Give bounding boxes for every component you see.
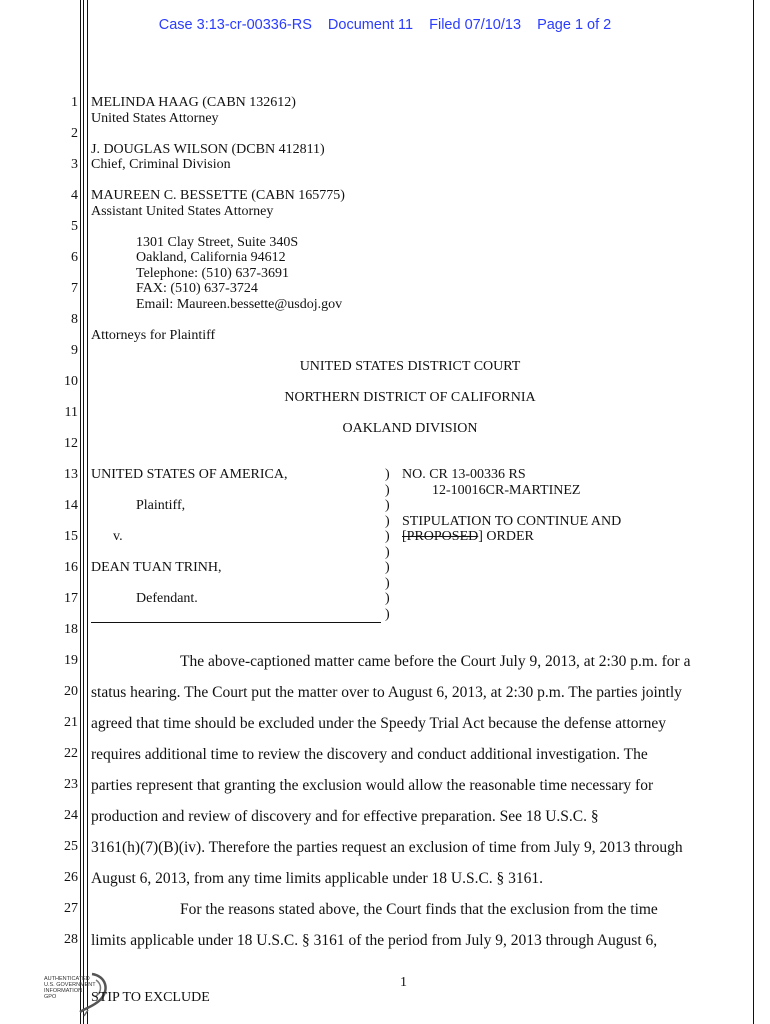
address-telephone: Telephone: (510) 637-3691: [136, 266, 289, 281]
seal-text-line: U.S. GOVERNMENT: [44, 982, 96, 988]
address-city: Oakland, California 94612: [136, 250, 286, 265]
header-filed: Filed 07/10/13: [429, 17, 522, 33]
line-number: 16: [64, 560, 78, 575]
court-district: NORTHERN DISTRICT OF CALIFORNIA: [284, 390, 536, 405]
line-number: 11: [64, 405, 78, 420]
line-number: 4: [71, 188, 78, 203]
attorney-name-2: J. DOUGLAS WILSON (DCBN 412811): [91, 142, 325, 157]
line-number: 2: [71, 126, 78, 141]
line-number: 12: [64, 436, 78, 451]
attorney-title-2: Chief, Criminal Division: [91, 157, 231, 172]
line-number: 15: [64, 529, 78, 544]
line-number: 20: [64, 684, 78, 699]
left-margin-rule-2: [83, 0, 84, 1024]
line-number: 9: [71, 343, 78, 358]
struck-proposed: [PROPOSED: [402, 529, 479, 544]
left-margin-rule-3: [87, 0, 88, 1024]
caption-plaintiff-role: Plaintiff,: [136, 498, 186, 513]
line-number: 26: [64, 870, 78, 885]
attorney-title-1: United States Attorney: [91, 111, 219, 126]
line-number: 5: [71, 219, 78, 234]
line-number: 19: [64, 653, 78, 668]
left-margin-rule-1: [80, 0, 81, 1024]
caption-paren: ): [385, 529, 390, 544]
case-number: NO. CR 13-00336 RS: [402, 467, 526, 482]
line-number: 7: [71, 281, 78, 296]
right-margin-rule: [753, 0, 754, 1024]
caption-paren: ): [385, 514, 390, 529]
line-number: 10: [64, 374, 78, 389]
line-number: 25: [64, 839, 78, 854]
caption-paren: ): [385, 560, 390, 575]
body-line: limits applicable under 18 U.S.C. § 3161 of the period from July 9, 2013 through August 6,: [91, 932, 658, 949]
caption-paren: ): [385, 483, 390, 498]
body-line: parties represent that granting the exclusion would allow the reasonable time necessary for: [91, 777, 654, 794]
court-division: OAKLAND DIVISION: [342, 421, 478, 436]
order-text: ] ORDER: [478, 529, 534, 544]
header-document: Document 11: [327, 17, 414, 33]
line-number: 23: [64, 777, 78, 792]
caption-underline: [91, 622, 381, 623]
line-number: 1: [71, 95, 78, 110]
body-line: requires additional time to review the discovery and conduct additional investigation. The: [91, 746, 648, 763]
line-number: 17: [64, 591, 78, 606]
caption-paren: ): [385, 467, 390, 482]
caption-paren: ): [385, 545, 390, 560]
seal-text: [44, 976, 96, 1000]
seal-text-line: GPO: [44, 994, 57, 1000]
line-number: 13: [64, 467, 78, 482]
line-number: 21: [64, 715, 78, 730]
ecf-header: [0, 17, 770, 33]
attorneys-for: Attorneys for Plaintiff: [91, 328, 216, 343]
body-line: agreed that time should be excluded under the Speedy Trial Act because the defense attorney: [91, 715, 667, 732]
caption-defendant: DEAN TUAN TRINH,: [91, 560, 222, 575]
line-number: 18: [64, 622, 78, 637]
body-line: production and review of discovery and for effective preparation. See 18 U.S.C. §: [91, 808, 599, 825]
header-page: Page 1 of 2: [537, 17, 612, 33]
caption-paren: ): [385, 607, 390, 622]
body-line: August 6, 2013, from any time limits applicable under 18 U.S.C. § 3161.: [91, 870, 544, 887]
attorney-name-3: MAUREEN C. BESSETTE (CABN 165775): [91, 188, 345, 203]
line-number: 14: [64, 498, 78, 513]
court-name: UNITED STATES DISTRICT COURT: [299, 359, 521, 374]
line-number: 22: [64, 746, 78, 761]
body-line: The above-captioned matter came before the Court July 9, 2013, at 2:30 p.m. for a: [180, 653, 691, 670]
line-number: 24: [64, 808, 78, 823]
address-street: 1301 Clay Street, Suite 340S: [136, 235, 299, 250]
body-line: For the reasons stated above, the Court finds that the exclusion from the time: [180, 901, 658, 918]
page-number: 1: [400, 975, 407, 990]
body-line: status hearing. The Court put the matter over to August 6, 2013, at 2:30 p.m. The parties jointly: [91, 684, 682, 701]
attorney-name-1: MELINDA HAAG (CABN 132612): [91, 95, 296, 110]
line-number: 6: [71, 250, 78, 265]
document-title-line-2: [402, 529, 534, 545]
caption-paren: ): [385, 591, 390, 606]
address-fax: FAX: (510) 637-3724: [136, 281, 258, 296]
line-number: 28: [64, 932, 78, 947]
caption-paren: ): [385, 576, 390, 591]
seal-text-line: INFORMATION: [44, 988, 83, 994]
line-number: 27: [64, 901, 78, 916]
caption-plaintiff: UNITED STATES OF AMERICA,: [91, 467, 288, 482]
caption-paren: ): [385, 498, 390, 513]
caption-defendant-role: Defendant.: [136, 591, 198, 606]
document-title-line-1: STIPULATION TO CONTINUE AND: [402, 514, 622, 529]
line-number: 3: [71, 157, 78, 172]
caption-versus: v.: [113, 529, 123, 544]
address-email: Email: Maureen.bessette@usdoj.gov: [136, 297, 343, 312]
header-case: Case 3:13-cr-00336-RS: [158, 17, 312, 33]
case-number-related: 12-10016CR-MARTINEZ: [432, 483, 581, 498]
body-line: 3161(h)(7)(B)(iv). Therefore the parties request an exclusion of time from July 9, 2013 through: [91, 839, 683, 856]
line-number: 8: [71, 312, 78, 327]
seal-text-line: AUTHENTICATED: [44, 976, 90, 982]
footer-short-title: STIP TO EXCLUDE: [91, 990, 210, 1005]
attorney-title-3: Assistant United States Attorney: [91, 204, 274, 219]
